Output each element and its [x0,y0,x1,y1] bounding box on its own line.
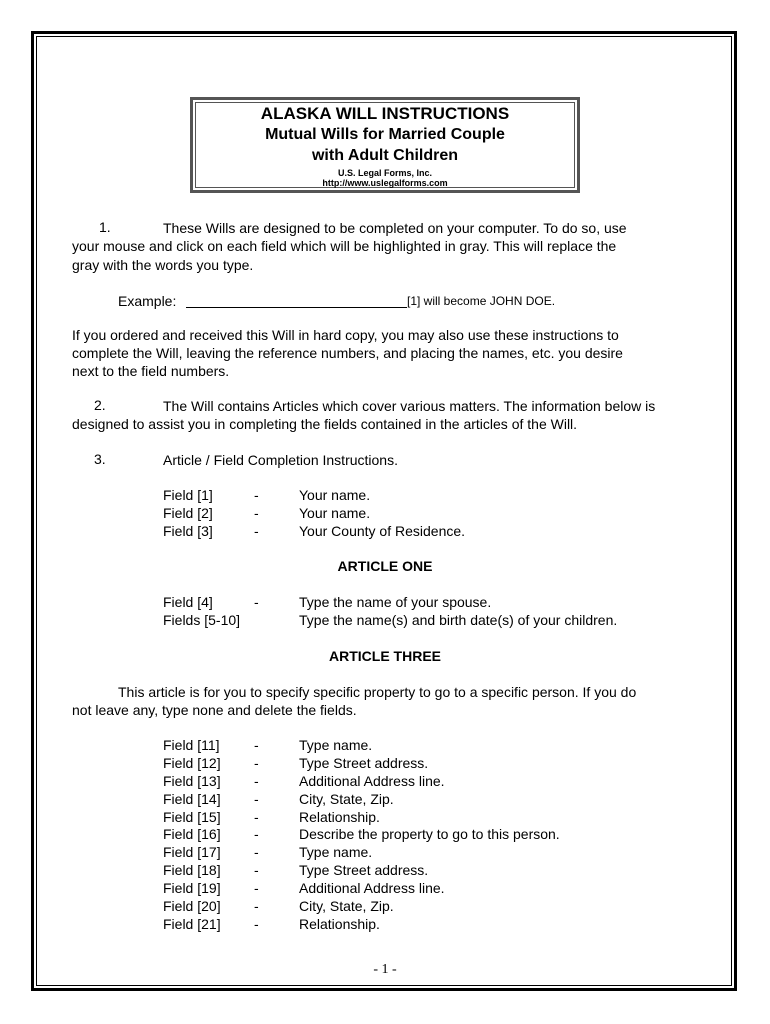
page-number: - 1 - [373,962,397,977]
hardcopy-line-3: next to the field numbers. [72,363,230,379]
field-label: Field [4] [163,594,213,610]
field-label: Field [20] [163,898,221,914]
field-label: Fields [5-10] [163,612,241,628]
field-dash: - [254,505,259,521]
field-description: Type the name of your spouse. [299,594,492,610]
field-label: Field [12] [163,755,221,771]
field-label: Field [21] [163,916,221,932]
field-label: Field [17] [163,844,221,860]
company-url[interactable]: http://www.uslegalforms.com [322,178,448,188]
section-1-line-1: These Wills are designed to be completed on your computer. To do so, use [163,220,627,236]
example-label: Example: [118,293,177,309]
field-label: Field [19] [163,880,221,896]
field-label: Field [14] [163,791,221,807]
field-dash: - [254,594,259,610]
hardcopy-line-1: If you ordered and received this Will in hard copy, you may also use these instructions to [72,327,619,343]
field-description: City, State, Zip. [299,898,394,914]
field-dash: - [254,755,259,771]
field-dash: - [254,880,259,896]
field-dash: - [254,844,259,860]
document-subtitle-2: with Adult Children [311,147,459,164]
company-name: U.S. Legal Forms, Inc. [337,168,433,178]
section-2-line-1: The Will contains Articles which cover various matters. The information below is [163,398,656,414]
article-three-intro-line-2: not leave any, type none and delete the fields. [72,702,357,718]
article-three-intro-line-1: This article is for you to specify specific property to go to a specific person. If you do [118,684,637,700]
field-description: Type name. [299,844,373,860]
section-1-line-2: your mouse and click on each field which will be highlighted in gray. This will replace the [72,238,617,254]
section-3-text: Article / Field Completion Instructions. [163,452,398,468]
section-3-number: 3. [94,451,106,467]
field-dash: - [254,898,259,914]
field-description: Relationship. [299,916,380,932]
field-label: Field [11] [163,737,220,753]
field-label: Field [13] [163,773,221,789]
article-three-heading: ARTICLE THREE [329,648,441,664]
field-dash: - [254,523,259,539]
field-dash: - [254,737,259,753]
section-2-number: 2. [94,397,106,413]
field-dash: - [254,791,259,807]
document-subtitle-1: Mutual Wills for Married Couple [265,126,505,143]
example-blank-line [186,307,407,308]
section-1-number: 1. [99,219,111,235]
field-description: Type Street address. [299,862,429,878]
field-description: Your name. [299,505,371,521]
field-description: Type Street address. [299,755,429,771]
section-1-line-3: gray with the words you type. [72,257,254,273]
field-label: Field [3] [163,523,213,539]
hardcopy-line-2: complete the Will, leaving the reference numbers, and placing the names, etc. you desire [72,345,623,361]
field-label: Field [1] [163,487,213,503]
field-dash: - [254,773,259,789]
field-description: Type the name(s) and birth date(s) of your children. [299,612,618,628]
field-dash: - [254,916,259,932]
field-description: Relationship. [299,809,380,825]
field-dash: - [254,862,259,878]
field-label: Field [2] [163,505,213,521]
field-label: Field [18] [163,862,221,878]
example-text: [1] will become JOHN DOE. [407,294,556,308]
field-label: Field [15] [163,809,221,825]
field-description: Type name. [299,737,373,753]
field-description: Describe the property to go to this person. [299,826,560,842]
field-description: City, State, Zip. [299,791,394,807]
field-label: Field [16] [163,826,221,842]
field-dash: - [254,826,259,842]
article-one-heading: ARTICLE ONE [337,558,433,574]
field-dash: - [254,809,259,825]
field-description: Your name. [299,487,371,503]
field-description: Additional Address line. [299,773,445,789]
title-box [190,97,580,193]
section-2-line-2: designed to assist you in completing the fields contained in the articles of the Will. [72,416,578,432]
field-dash: - [254,487,259,503]
document-title: ALASKA WILL INSTRUCTIONS [260,104,510,123]
field-description: Additional Address line. [299,880,445,896]
field-description: Your County of Residence. [299,523,466,539]
